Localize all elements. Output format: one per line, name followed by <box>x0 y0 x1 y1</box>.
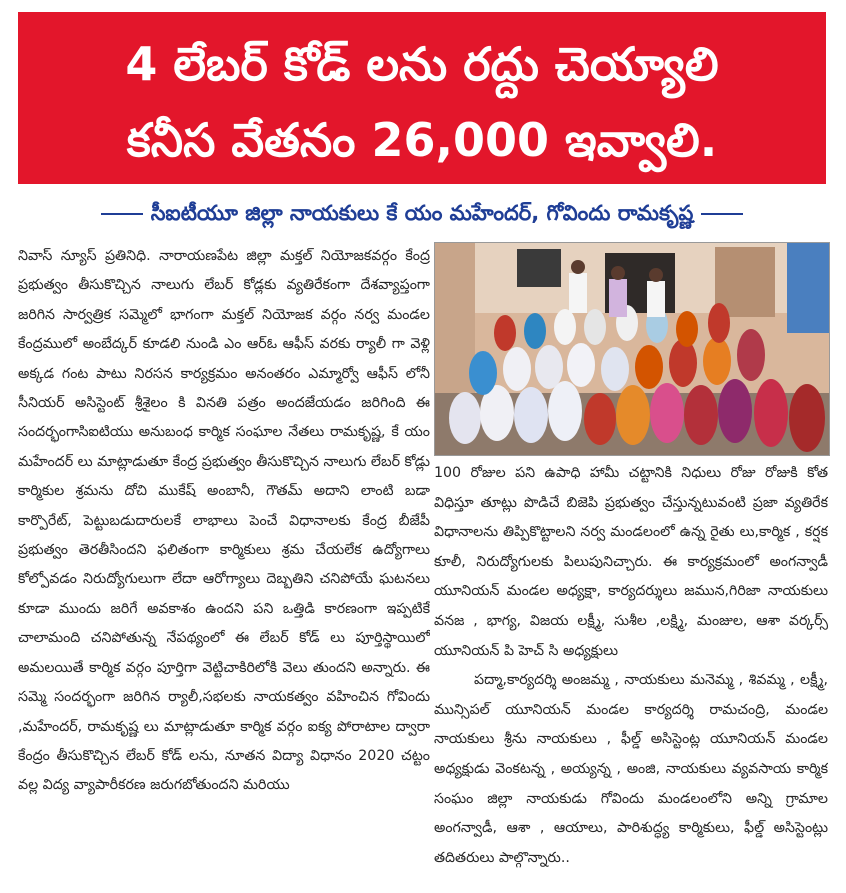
article-right-paragraph-2: పద్మా,కార్యదర్శి అంజమ్మ , నాయకులు మనెమ్మ , శివమ్మ , లక్ష్మీ, మున్సిపల్ యూనియన్ మండల కార్యదర్శి రామచంద్రి, మండల నాయకులు శ్రీను నాయకులు , ఫీల్డ్ అసిస్టెంట్ల యూనియన్ మండల అధ్యక్షుడు వెంకటన్న , అయ్యన్న , అంజి, నాయకులు వ్యవసాయ కార్మిక సంఘం జిల్లా నాయకుడు గోవిందు మండలంలోని అన్ని గ్రామాల అంగన్వాడీ, ఆశా , ఆయాలు, పారిశుద్ధ్య కార్మికులు, ఫీల్డ్ అసిస్టెంట్లు తదితరులు పాల్గొన్నారు.. <box>434 672 828 866</box>
article-right-paragraph-1: 100 రోజుల పని ఉపాధి హామీ చట్టానికి నిధులు రోజు రోజుకి కోత విధిస్తూ తూట్లు పొడిచే బిజెపి ప్రభుత్వం చేస్తున్నటువంటి ప్రజా వ్యతిరేక విధానాలను తిప్పికొట్టాలని నర్వ మండలంలో ఉన్న రైతు లు,కార్మిక , కర్షక కూలీ, నిరుద్యోగులకు పిలుపునిచ్చారు. ఈ కార్యక్రమంలో అంగన్వాడీ యూనియన్ మండల అధ్యక్షా, కార్యదర్శులు జమున,గిరిజా నాయకులు వనజ , భాగ్య, విజయ లక్ష్మీ, సుశీల ,లక్ష్మి, మంజుల, ఆశా వర్కర్స్ యూనియన్ పి హెచ్ సి అధ్యక్షులు <box>434 465 828 659</box>
protest-photo-illustration <box>435 243 829 455</box>
article-right-column <box>434 459 828 889</box>
headline-line-1: 4 లేబర్ కోడ్ లను రద్దు చెయ్యాలి <box>125 37 719 91</box>
protest-photo <box>434 242 830 456</box>
subtitle-rule-right <box>701 213 743 215</box>
article-left-paragraph: నివాస్ న్యూస్ ప్రతినిధి. నారాయణపేట జిల్లా మక్తల్ నియోజకవర్గం కేంద్ర ప్రభుత్వం తీసుకొచ్చిన నాలుగు లేబర్ కోడ్లకు వ్యతిరేకంగా దేశవ్యాప్తంగా జరిగిన సార్వత్రిక సమ్మెలో భాగంగా మక్తల్ నియోజక వర్గం నర్వ మండల కేంద్రములో అంబేద్కర్ కూడలి నుండి ఎం ఆర్ఓ ఆఫీస్ వరకు ర్యాలీ గా వెళ్లి అక్కడ గంట పాటు నిరసన కార్యక్రమం అనంతరం ఎమ్మార్వో ఆఫీస్ లోనీ సీనియర్ అసిస్టెంట్ శ్రీశైలం కి వినతి పత్రం అందజేయడం జరిగింది ఈ సందర్భంగాసిఐటియు అనుబంధ కార్మిక సంఘాల నేతలు రామకృష్ణ, కే యం మహేందర్ లు మాట్లాడుతూ కేంద్ర ప్రభుత్వం తీసుకొచ్చిన నాలుగు లేబర్ కోడ్లు కార్మికుల శ్రమను దోచి ముకేష్ అంబానీ, గౌతమ్ అదాని లాంటి బడా కార్పొరేట్, పెట్టుబడుదారులకే లాభాలు పెంచే విధానాలకు కేంద్ర బీజేపీ ప్రభుత్వం తెరతీసిందని ఫలితంగా కార్మికులు శ్రమ చేయలేక ఉద్యోగాలు కోల్పోవడం నిరుద్యోగులుగా లేదా ఆరోగ్యాలు దెబ్బతిని చనిపోయే ఘటనలు కూడా ముందు జరిగే అవకాశం ఉందని పని ఒత్తిడి కారణంగా ఇప్పటికే చాలామంది చనిపోతున్న నేపథ్యంలో ఈ లేబర్ కోడ్ లు పూర్తిస్థాయిలో అమలయితే కార్మిక వర్గం పూర్తిగా వెట్టిచాకిరిలోకి వెలు తుందని అన్నారు. ఈ సమ్మె సందర్భంగా జరిగిన ర్యాలీ,సభలకు నాయకత్వం వహించిన గోవిందు ,మహేందర్, రామకృష్ణ లు మాట్లాడుతూ కార్మిక వర్గం ఐక్య పోరాటాల ద్వారా కేంద్రం తీసుకొచ్చిన లేబర్ కోడ్ లను, నూతన విద్యా విధానం 2020 చట్టం వల్ల విద్య వ్యాపారీకరణ జరుగబోతుందని మరియు <box>18 248 430 794</box>
subtitle-rule-left <box>101 213 143 215</box>
headline-banner <box>18 12 826 184</box>
subtitle <box>18 196 826 230</box>
headline-line-2: కనీస వేతనం 26,000 ఇవ్వాలి. <box>126 113 718 167</box>
article-left-column <box>18 242 430 890</box>
subtitle-text: సీఐటీయూ జిల్లా నాయకులు కే యం మహేందర్, గోవిందు రామకృష్ణ <box>150 201 694 225</box>
